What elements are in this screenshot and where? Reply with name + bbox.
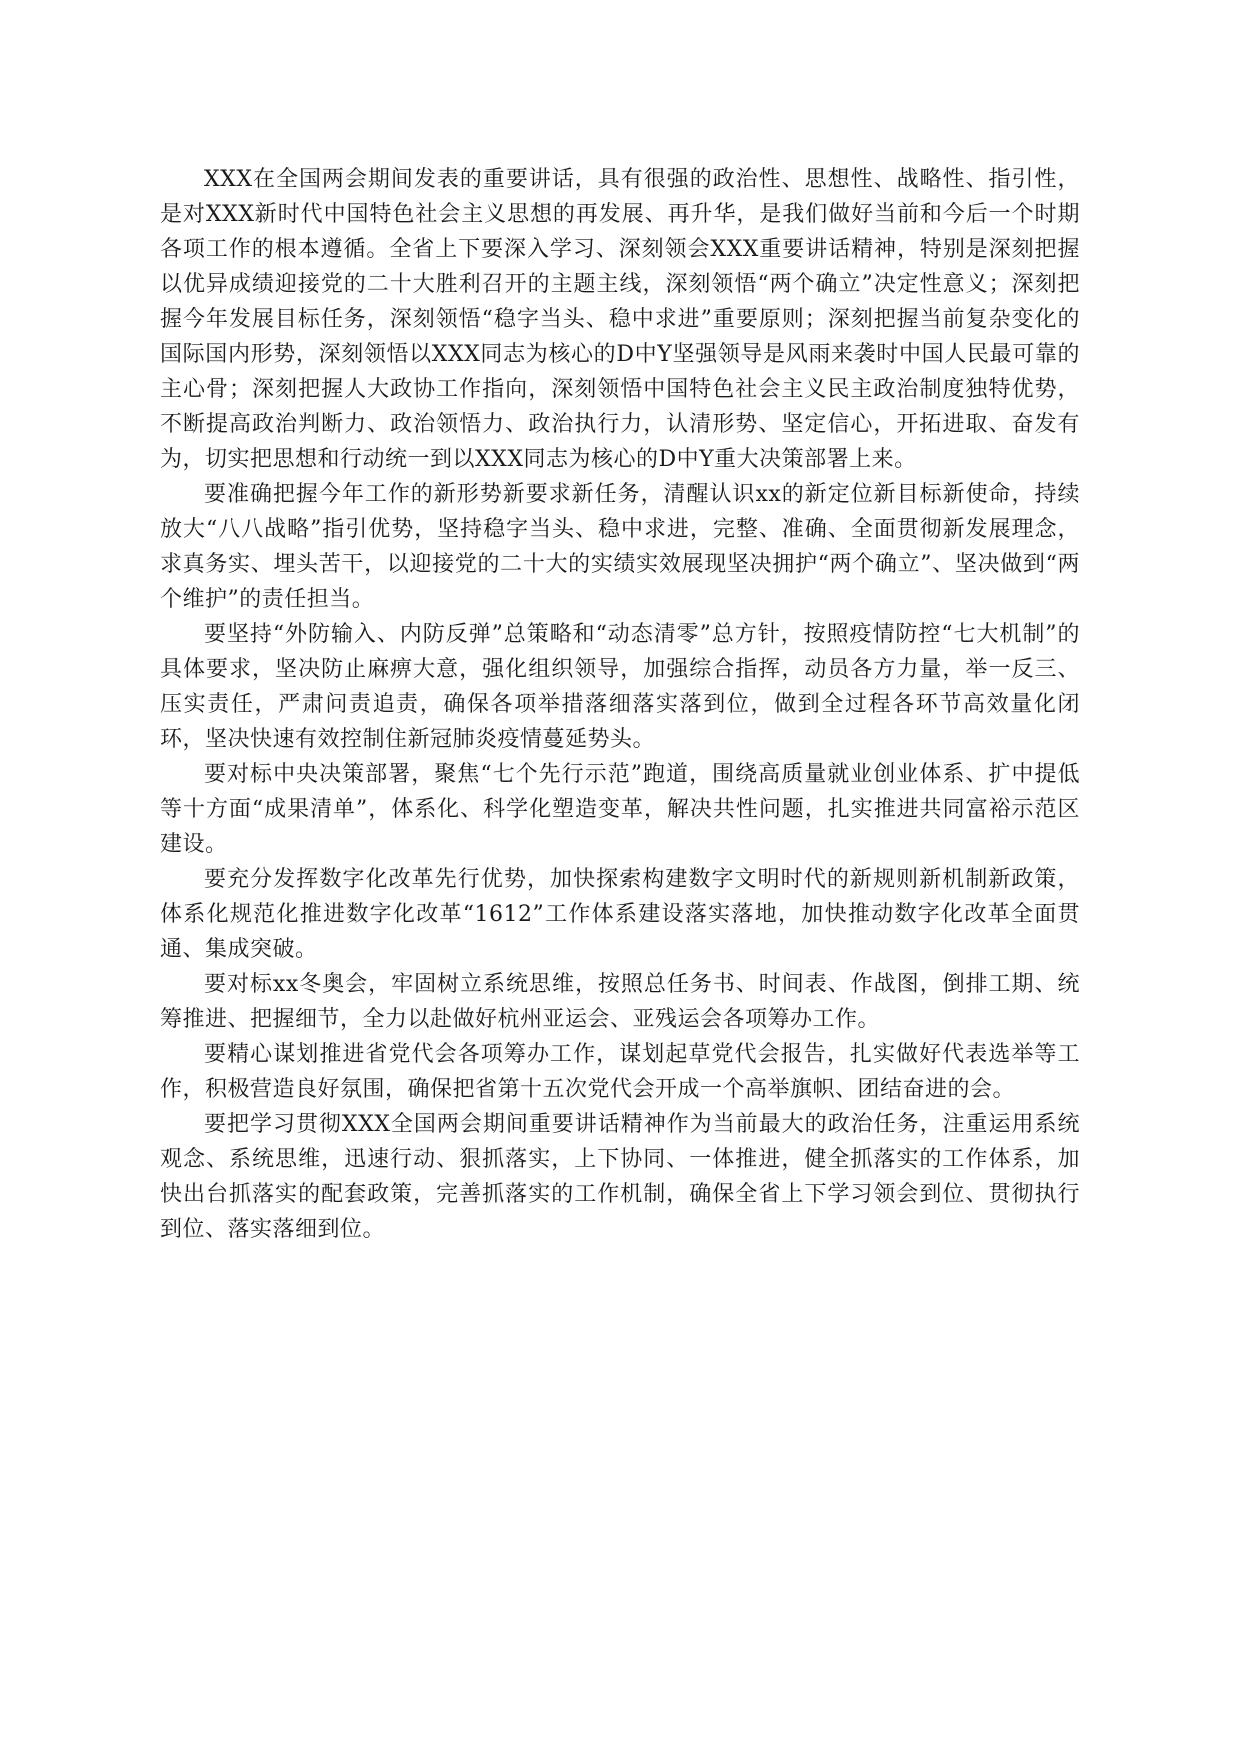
body-paragraph-7: 要精心谋划推进省党代会各项筹办工作，谋划起草党代会报告，扎实做好代表选举等工作，积极营造良好氛围，确保把省第十五次党代会开成一个高举旗帜、团结奋进的会。 (160, 1042, 1080, 1102)
document-body (160, 162, 1080, 1247)
body-paragraph-3: 要坚持“外防输入、内防反弹”总策略和“动态清零”总方针，按照疫情防控“七大机制”的具体要求，坚决防止麻痹大意，强化组织领导，加强综合指挥，动员各方力量，举一反三、压实责任，严肃问责追责，确保各项举措落细落实落到位，做到全过程各环节高效量化闭环，坚决快速有效控制住新冠肺炎疫情蔓延势头。 (160, 622, 1080, 752)
body-paragraph-5: 要充分发挥数字化改革先行优势，加快探索构建数字文明时代的新规则新机制新政策，体系化规范化推进数字化改革“1612”工作体系建设落实落地，加快推动数字化改革全面贯通、集成突破。 (160, 867, 1080, 962)
body-paragraph-8: 要把学习贯彻XXX全国两会期间重要讲话精神作为当前最大的政治任务，注重运用系统观念、系统思维，迅速行动、狠抓落实，上下协同、一体推进，健全抓落实的工作体系，加快出台抓落实的配套政策，完善抓落实的工作机制，确保全省上下学习领会到位、贯彻执行到位、落实落细到位。 (160, 1112, 1080, 1242)
body-paragraph-1: XXX在全国两会期间发表的重要讲话，具有很强的政治性、思想性、战略性、指引性，是对XXX新时代中国特色社会主义思想的再发展、再升华，是我们做好当前和今后一个时期各项工作的根本遵循。全省上下要深入学习、深刻领会XXX重要讲话精神，特别是深刻把握以优异成绩迎接党的二十大胜利召开的主题主线，深刻领悟“两个确立”决定性意义；深刻把握今年发展目标任务，深刻领悟“稳字当头、稳中求进”重要原则；深刻把握当前复杂变化的国际国内形势，深刻领悟以XXX同志为核心的D中Y坚强领导是风雨来袭时中国人民最可靠的主心骨；深刻把握人大政协工作指向，深刻领悟中国特色社会主义民主政治制度独特优势，不断提高政治判断力、政治领悟力、政治执行力，认清形势、坚定信心，开拓进取、奋发有为，切实把思想和行动统一到以XXX同志为核心的D中Y重大决策部署上来。 (160, 167, 1080, 472)
body-paragraph-2: 要准确把握今年工作的新形势新要求新任务，清醒认识xx的新定位新目标新使命，持续放大“八八战略”指引优势，坚持稳字当头、稳中求进，完整、准确、全面贯彻新发展理念，求真务实、埋头苦干，以迎接党的二十大的实绩实效展现坚决拥护“两个确立”、坚决做到“两个维护”的责任担当。 (160, 482, 1080, 612)
body-paragraph-6: 要对标xx冬奥会，牢固树立系统思维，按照总任务书、时间表、作战图，倒排工期、统筹推进、把握细节，全力以赴做好杭州亚运会、亚残运会各项筹办工作。 (160, 972, 1080, 1032)
body-paragraph-4: 要对标中央决策部署，聚焦“七个先行示范”跑道，围绕高质量就业创业体系、扩中提低等十方面“成果清单”，体系化、科学化塑造变革，解决共性问题，扎实推进共同富裕示范区建设。 (160, 762, 1080, 857)
